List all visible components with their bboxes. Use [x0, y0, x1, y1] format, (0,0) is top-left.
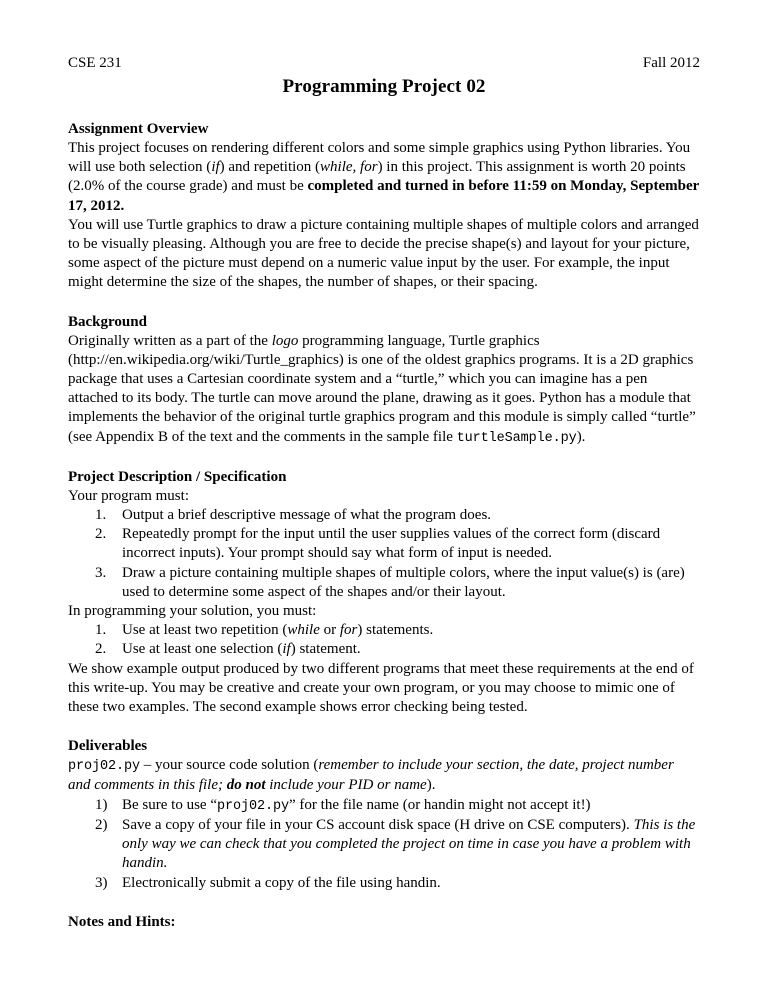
- list-item: [68, 640, 700, 659]
- list-item: [68, 525, 700, 563]
- term-label: Fall 2012: [642, 55, 700, 71]
- page-title: Programming Project 02: [282, 76, 486, 97]
- overview-paragraph-1: [68, 139, 700, 216]
- list-item-part-c: ) statements.: [357, 622, 434, 639]
- keyword-for: for: [339, 622, 358, 639]
- page-header: [68, 54, 700, 73]
- list-item-text: Output a brief descriptive message of what the program does.: [122, 507, 492, 524]
- list-item-part-a: Use at least one selection (: [122, 641, 283, 658]
- solution-file-name: proj02.py: [68, 759, 141, 775]
- list-item: [68, 796, 700, 816]
- deliverables-note-part-1: remember to include your section, the date, project number and comments in this file;: [68, 757, 674, 794]
- backup-emphasis-note: This is the only way we can check that you completed the project on time in case you have a problem with handin.: [122, 816, 696, 872]
- deliverables-lead: [68, 756, 700, 795]
- list-item-part-a: Use at least two repetition (: [122, 622, 288, 639]
- sample-file-name: turtleSample.py: [456, 430, 577, 446]
- list-item-text: Draw a picture containing multiple shapes of multiple colors, where the input value(s) is (are) used to determine some aspect of the shapes and/or their layout.: [122, 564, 685, 600]
- deliverables-note-part-2: include your PID or name: [265, 777, 427, 794]
- keyword-while: while: [287, 622, 320, 639]
- background-part-b: programming language, Turtle graphics (http://en.wikipedia.org/wiki/Turtle_graphics) is one of the oldest graphics programs. It is a 2D graphics package that uses a Cartesian coordinate system and a “turtle,” which you can imagine has a pen attached to its body. The turtle can move around the plane, drawing as it goes. Python has a module that implements the behavior of the original turtle graphics program and this module is simply called “turtle” (see Appendix B of the text and the comments in the sample file: [68, 332, 696, 445]
- keyword-if: if: [211, 159, 220, 176]
- list-item-text: Repeatedly prompt for the input until the user supplies values of the correct form (discard incorrect inputs). Your prompt should say what form of input is needed.: [122, 526, 661, 562]
- list-marker: 1.: [95, 507, 107, 524]
- list-item: [68, 564, 700, 602]
- programming-requirements-list: [68, 621, 700, 659]
- heading-notes-and-hints: Notes and Hints:: [68, 913, 176, 930]
- overview-p1-part-a: This project focuses on rendering different colors and some simple graphics using Python libraries. You will use both selection (: [68, 140, 691, 176]
- keyword-logo: logo: [271, 332, 299, 349]
- background-part-a: Originally written as a part of the: [68, 332, 272, 349]
- examples-paragraph: We show example output produced by two different programs that meet these requirements at the end of this write-up. You may be creative and create your own program, or you may choose to mimic one of these two examples. The second example shows error checking being tested.: [68, 660, 694, 716]
- list-item: [68, 874, 700, 893]
- heading-project-description: Project Description / Specification: [68, 468, 287, 485]
- list-marker: 2): [95, 816, 108, 833]
- overview-p1-part-c: ) in this project. This assignment is worth 20 points (2.0% of the course grade) and must be: [68, 159, 686, 195]
- keyword-if: if: [282, 641, 291, 658]
- list-marker: 3.: [95, 564, 107, 581]
- course-code: CSE 231: [68, 55, 122, 71]
- deliverables-lead-part-b: ).: [426, 777, 436, 794]
- overview-p1-part-b: ) and repetition (: [219, 159, 321, 176]
- list-marker: 1.: [95, 622, 107, 639]
- list-marker: 3): [95, 874, 108, 891]
- deadline-text: completed and turned in before 11:59 on Monday, September 17, 2012.: [68, 178, 700, 214]
- list-marker: 2.: [95, 526, 107, 543]
- list-item-part-b: or: [319, 622, 340, 639]
- list-item-part-a: Save a copy of your file in your CS account disk space (H drive on CSE computers).: [122, 816, 634, 833]
- background-part-c: ).: [576, 428, 586, 445]
- do-not-emphasis: do not: [226, 777, 266, 794]
- list-item-part-a: Electronically submit a copy of the file using handin.: [122, 874, 441, 891]
- list-item-part-a: Be sure to use “: [122, 796, 217, 813]
- overview-paragraph-2: You will use Turtle graphics to draw a picture containing multiple shapes of multiple colors and arranged to be visually pleasing. Although you are free to decide the precise shape(s) and layout for your picture, some aspect of the picture must depend on a numeric value input by the user. For example, the input might determine the size of the shapes, the number of shapes, or their spacing.: [68, 216, 699, 291]
- deliverables-lead-part-a: – your source code solution (: [140, 757, 319, 774]
- list-marker: 1): [95, 796, 108, 813]
- required-file-name: proj02.py: [216, 798, 289, 814]
- heading-deliverables: Deliverables: [68, 738, 148, 755]
- project-description-intro: Your program must:: [68, 487, 189, 504]
- heading-background: Background: [68, 313, 147, 330]
- programming-solution-intro: In programming your solution, you must:: [68, 603, 317, 620]
- heading-assignment-overview: Assignment Overview: [68, 121, 209, 137]
- background-paragraph: [68, 332, 700, 448]
- deliverables-list: [68, 796, 700, 893]
- list-marker: 2.: [95, 641, 107, 658]
- list-item: [68, 506, 700, 525]
- list-item-part-b: ” for the file name (or handin might not accept it!): [289, 796, 591, 813]
- keyword-while-for: while, for: [320, 159, 378, 176]
- requirements-list: [68, 506, 700, 602]
- list-item-part-c: ) statement.: [290, 641, 361, 658]
- list-item: [68, 816, 700, 874]
- list-item: [68, 621, 700, 640]
